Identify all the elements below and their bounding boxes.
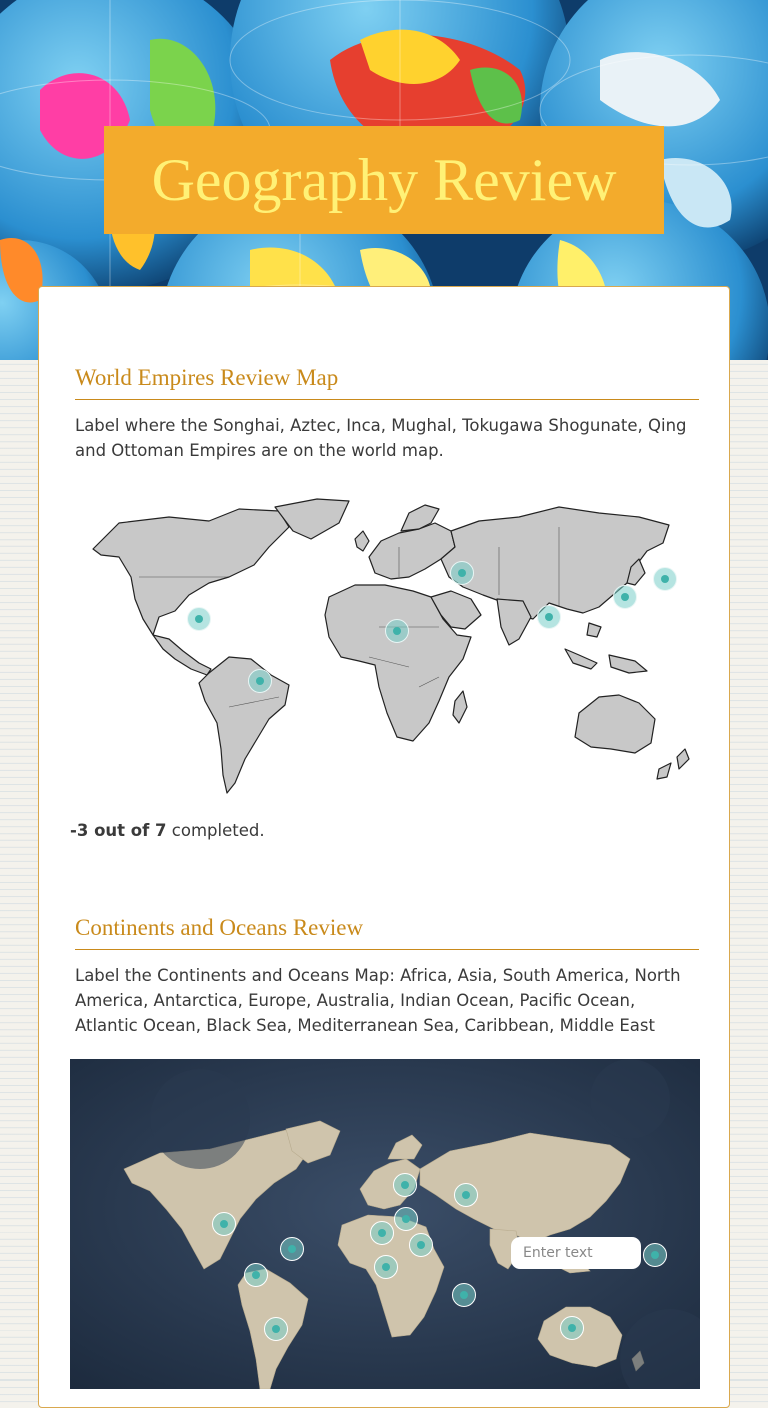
progress-status — [70, 821, 265, 840]
continent-hotspot-12[interactable] — [264, 1317, 288, 1341]
continent-hotspot-13[interactable] — [560, 1316, 584, 1340]
continent-hotspot-2[interactable] — [454, 1183, 478, 1207]
continent-hotspot-4[interactable] — [394, 1207, 418, 1231]
empire-hotspot-6[interactable] — [385, 619, 409, 643]
content-card — [38, 286, 730, 1408]
empire-hotspot-2[interactable] — [653, 567, 677, 591]
empire-hotspot-3[interactable] — [613, 585, 637, 609]
empire-hotspot-4[interactable] — [187, 607, 211, 631]
section-instructions-empires: Label where the Songhai, Aztec, Inca, Mughal, Tokugawa Shogunate, Qing and Ottoman Empires are on the world map. — [75, 416, 687, 460]
section-title-continents: Continents and Oceans Review — [75, 915, 699, 950]
dark-world-map — [70, 1059, 700, 1389]
continent-hotspot-3[interactable] — [212, 1212, 236, 1236]
world-political-map-image — [79, 487, 699, 807]
continent-hotspot-1[interactable] — [393, 1173, 417, 1197]
empire-hotspot-5[interactable] — [537, 605, 561, 629]
section-instructions-continents: Label the Continents and Oceans Map: Africa, Asia, South America, North America, Antarctica, Europe, Australia, Indian Ocean, Pacific Ocean, Atlantic Ocean, Black Sea, Mediterranean Sea, Caribbean, Middle East — [75, 966, 681, 1035]
continent-hotspot-9[interactable] — [374, 1255, 398, 1279]
continent-hotspot-11[interactable] — [452, 1283, 476, 1307]
page-title: Geography Review — [151, 146, 617, 213]
continent-hotspot-7[interactable] — [409, 1233, 433, 1257]
continent-hotspot-8[interactable] — [643, 1243, 667, 1267]
page-title-box — [104, 126, 664, 234]
progress-suffix: completed. — [171, 821, 265, 840]
empire-hotspot-1[interactable] — [450, 561, 474, 585]
continent-hotspot-6[interactable] — [280, 1237, 304, 1261]
continent-hotspot-10[interactable] — [244, 1263, 268, 1287]
continent-hotspot-5[interactable] — [370, 1221, 394, 1245]
gray-world-map — [79, 487, 699, 807]
empire-hotspot-7[interactable] — [248, 669, 272, 693]
hotspot-label-input[interactable] — [511, 1237, 641, 1269]
progress-score: -3 out of 7 — [70, 821, 167, 840]
section-title-empires: World Empires Review Map — [75, 365, 699, 400]
